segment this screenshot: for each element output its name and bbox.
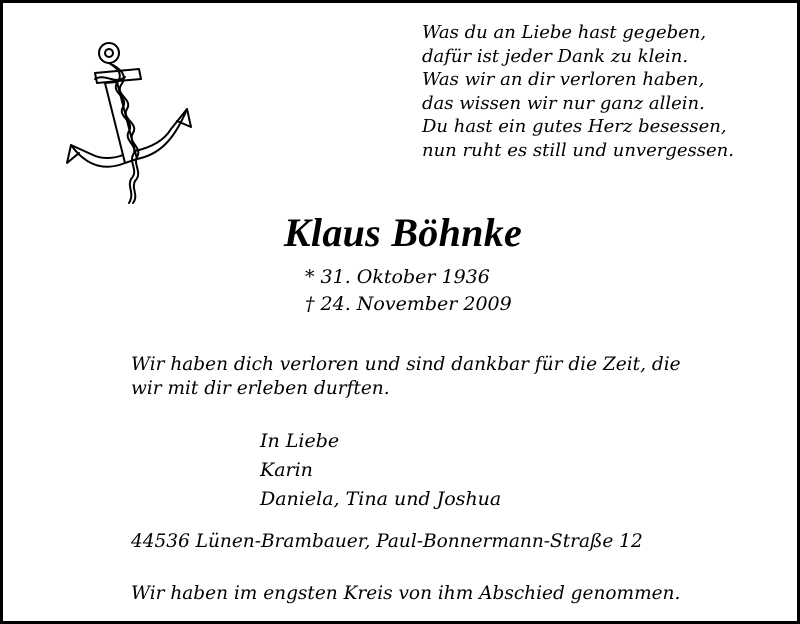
address: 44536 Lünen-Brambauer, Paul-Bonnermann-Straße 12 — [131, 531, 643, 552]
message-line: Wir haben dich verloren und sind dankbar für die Zeit, die — [131, 354, 681, 375]
poem-line: das wissen wir nur ganz allein. — [422, 92, 705, 114]
deceased-name: Klaus Böhnke — [283, 210, 523, 255]
poem-line: Was du an Liebe hast gegeben, — [422, 22, 707, 43]
death-date: † 24. November 2009 — [305, 293, 512, 315]
closing-note: Wir haben im engsten Kreis von ihm Abschied genommen. — [131, 583, 681, 604]
poem — [422, 21, 734, 162]
life-dates — [305, 264, 512, 318]
message-line: wir mit dir erleben durften. — [131, 378, 390, 399]
poem-line: nun ruht es still und unvergessen. — [422, 139, 734, 161]
farewell-message — [131, 353, 681, 401]
mourner-name: Daniela, Tina und Joshua — [260, 488, 502, 510]
anchor-icon — [65, 37, 195, 205]
mourners-intro: In Liebe — [260, 430, 340, 452]
poem-line: Du hast ein gutes Herz besessen, — [422, 116, 727, 137]
mourners — [260, 427, 501, 514]
poem-line: Was wir an dir verloren haben, — [422, 69, 705, 90]
poem-line: dafür ist jeder Dank zu klein. — [422, 45, 689, 67]
birth-date: * 31. Oktober 1936 — [305, 266, 490, 288]
mourner-name: Karin — [260, 459, 313, 481]
